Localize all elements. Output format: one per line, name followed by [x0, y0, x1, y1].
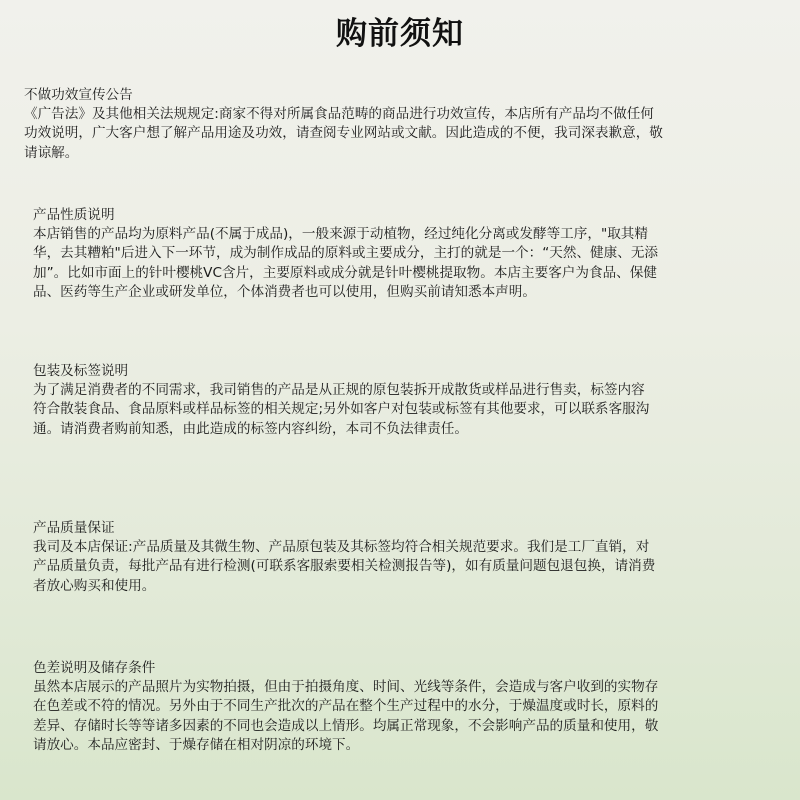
notice-quality-guarantee — [33, 519, 655, 596]
section-text: 者放心购买和使用。 — [33, 577, 156, 594]
page-title: 购前须知 — [336, 16, 464, 52]
section-heading: 产品性质说明 — [33, 207, 115, 223]
section-text: 华，去其糟粕"后进入下一环节，成为制作成品的原料或主要成分，主打的就是一个：“天然、健康、无添 — [33, 245, 659, 262]
notice-no-efficacy-claims — [24, 86, 663, 163]
section-text: 功效说明，广大客户想了解产品用途及功效，请查阅专业网站或文献。因此造成的不便，我司深表歉意，敬 — [24, 125, 663, 142]
section-text: 差异、存储时长等等诸多因素的不同也会造成以上情形。均属正常现象，不会影响产品的质量和使用，敬 — [33, 717, 659, 734]
section-heading: 不做功效宣传公告 — [24, 87, 133, 103]
section-text: 为了满足消费者的不同需求，我司销售的产品是从正规的原包装拆开成散货或样品进行售卖，标签内容 — [33, 382, 645, 399]
section-heading: 包装及标签说明 — [33, 363, 129, 379]
section-text: 请放心。本品应密封、于燥存储在相对阴凉的环境下。 — [33, 736, 360, 753]
section-text: 《广告法》及其他相关法规规定:商家不得对所属食品范畴的商品进行功效宣传，本店所有产品均不做任何 — [24, 106, 654, 123]
section-text: 在色差或不符的情况。另外由于不同生产批次的产品在整个生产过程中的水分，于燥温度或时长，原料的 — [33, 698, 659, 715]
notice-product-nature — [33, 206, 658, 302]
section-heading: 产品质量保证 — [33, 520, 115, 536]
notice-color-storage — [33, 659, 658, 755]
section-text: 本店销售的产品均为原料产品(不属于成品)，一般来源于动植物，经过纯化分离或发酵等工序，"取其精 — [33, 226, 648, 243]
section-text: 品、医药等生产企业或研发单位，个体消费者也可以使用，但购买前请知悉本声明。 — [33, 283, 536, 300]
section-text: 产品质量负责，每批产品有进行检测(可联系客服索要相关检测报告等)，如有质量问题包退包换，请消费 — [33, 558, 656, 575]
section-heading: 色差说明及储存条件 — [33, 660, 156, 676]
section-text: 加”。比如市面上的针叶樱桃VC含片，主要原料或成分就是针叶樱桃提取物。本店主要客户为食品、保健 — [33, 264, 657, 281]
section-text: 虽然本店展示的产品照片为实物拍摄，但由于拍摄角度、时间、光线等条件，会造成与客户收到的实物存 — [33, 679, 659, 696]
notice-packaging-labels — [33, 362, 649, 439]
section-text: 通。请消费者购前知悉，由此造成的标签内容纠纷，本司不负法律责任。 — [33, 420, 468, 437]
section-text: 我司及本店保证:产品质量及其微生物、产品原包装及其标签均符合相关规范要求。我们是工厂直销，对 — [33, 539, 650, 556]
section-text: 符合散装食品、食品原料或样品标签的相关规定;另外如客户对包装或标签有其他要求，可以联系客服沟 — [33, 401, 650, 418]
section-text: 请谅解。 — [24, 144, 79, 161]
